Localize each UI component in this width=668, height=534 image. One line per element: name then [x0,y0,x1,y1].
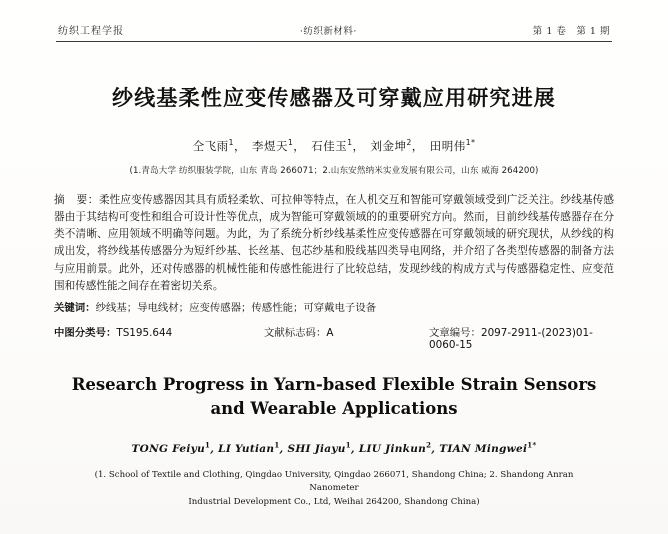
page-title-english [54,373,614,421]
author-entry: LIU Jinkun$^2$, [358,440,436,455]
header-divider [56,41,612,42]
abstract-label: 摘 要： [54,194,99,206]
author-affil-marker: 1 [345,440,351,450]
author-entry: 李煜天$^1$， [251,138,306,153]
author-entry: 石佳玉$^1$， [311,138,365,153]
author-affil-marker: 2 [406,138,412,148]
volume-issue [533,23,610,37]
english-title-line-1: Research Progress in Yarn-based Flexible Strain Sensors [71,374,597,394]
clc-field [54,324,264,351]
doc-code-label: 文献标志码： [264,326,327,339]
author-name: 仝飞雨 [192,139,229,153]
author-affil-marker: 1 [287,138,294,148]
article-number-value: 2097-2911-(2023)01-0060-15 [429,326,593,351]
author-name: 刘金坤 [370,139,407,153]
clc-value: TS195.644 [116,326,173,339]
author-name: TIAN Mingwei [439,442,528,455]
abstract-chinese [54,192,614,295]
author-name: LIU Jinkun [358,442,427,455]
author-entry [439,440,537,455]
author-affil-marker: 2 [426,440,432,450]
author-entry: TONG Feiyu$^1$, [131,440,215,455]
author-entry [430,139,476,153]
doc-code-value: A [326,326,334,339]
author-affil-marker: 1* [527,440,537,450]
author-entry: 刘金坤$^2$， [370,138,424,153]
affiliation-chinese: (1.青岛大学 纺织服装学院，山东 青岛 266071；2.山东安然纳米实业发展有限公司，山东 威海 264200) [129,166,539,176]
keywords-chinese [54,300,614,317]
author-affil-marker: 1 [205,440,211,450]
section-name: ·纺织新材料· [299,26,357,37]
running-head [54,22,614,41]
affiliation-english-line-1: (1. School of Textile and Clothing, Qingdao University, Qingdao 266071, Shandong China; 2. Shandong Anran Nanometer [94,469,574,494]
volume-label: 第 1 卷 [532,26,567,37]
author-affil-marker: 1 [228,138,234,148]
author-entry: 仝飞雨$^1$， [192,138,246,153]
author-name: SHI Jiayu [287,442,346,455]
author-entry: LI Yutian$^1$, [218,440,284,455]
journal-name: 纺织工程学报 [58,26,124,37]
keywords-text: 纱线基；导电线材；应变传感器；传感性能；可穿戴电子设备 [95,301,377,314]
author-name: LI Yutian [218,442,275,455]
author-name: TONG Feiyu [131,442,206,455]
page-title-chinese: 纱线基柔性应变传感器及可穿戴应用研究进展 [112,86,556,110]
author-affil-marker: 1* [465,138,476,148]
article-number-field [429,324,614,351]
affiliation-english [54,469,614,509]
author-list-chinese [54,138,614,154]
author-name: 田明伟 [429,139,466,153]
author-affil-marker: 1 [274,440,280,450]
abstract-text: 柔性应变传感器因其具有质轻柔软、可拉伸等特点，在人机交互和智能可穿戴领域受到广泛关注。纱线基传感器由于其结构可变性和组合可设计性等优点，成为智能可穿戴领域的的重要研究方向。然而，目前纱线基传感器存在分类不清晰、应用领域不明确等问题。为此，为了系统分析纱线基柔性应变传感器在可穿戴领域的研究现状，从纱线的构成出发，将纱线基传感器分为短纤纱基、长丝基、包芯纱基和股线基四类导电网络，并介绍了各类型传感器的制备方法与应用前景。此外，还对传感器的机械性能和传感性能进行了比较总结，发现纱线的构成方式与传感器稳定性、应变范围和传感性能之间存在着密切关系。 [54,194,614,292]
author-entry: SHI Jiayu$^1$, [287,440,355,455]
classification-row [54,324,614,351]
english-title-line-2: and Wearable Applications [210,398,458,418]
author-affil-marker: 1 [347,138,353,148]
author-name: 石佳玉 [311,139,348,153]
affiliation-english-line-2: Industrial Development Co., Ltd, Weihai 264200, Shandong China) [188,496,480,507]
issue-label: 第 1 期 [576,26,610,37]
author-name: 李煜天 [251,139,288,153]
doc-code-field [264,324,429,351]
article-number-label: 文章编号： [429,326,481,339]
keywords-label: 关键词： [54,301,96,314]
clc-label: 中图分类号： [54,326,117,339]
author-list-english [54,440,614,455]
